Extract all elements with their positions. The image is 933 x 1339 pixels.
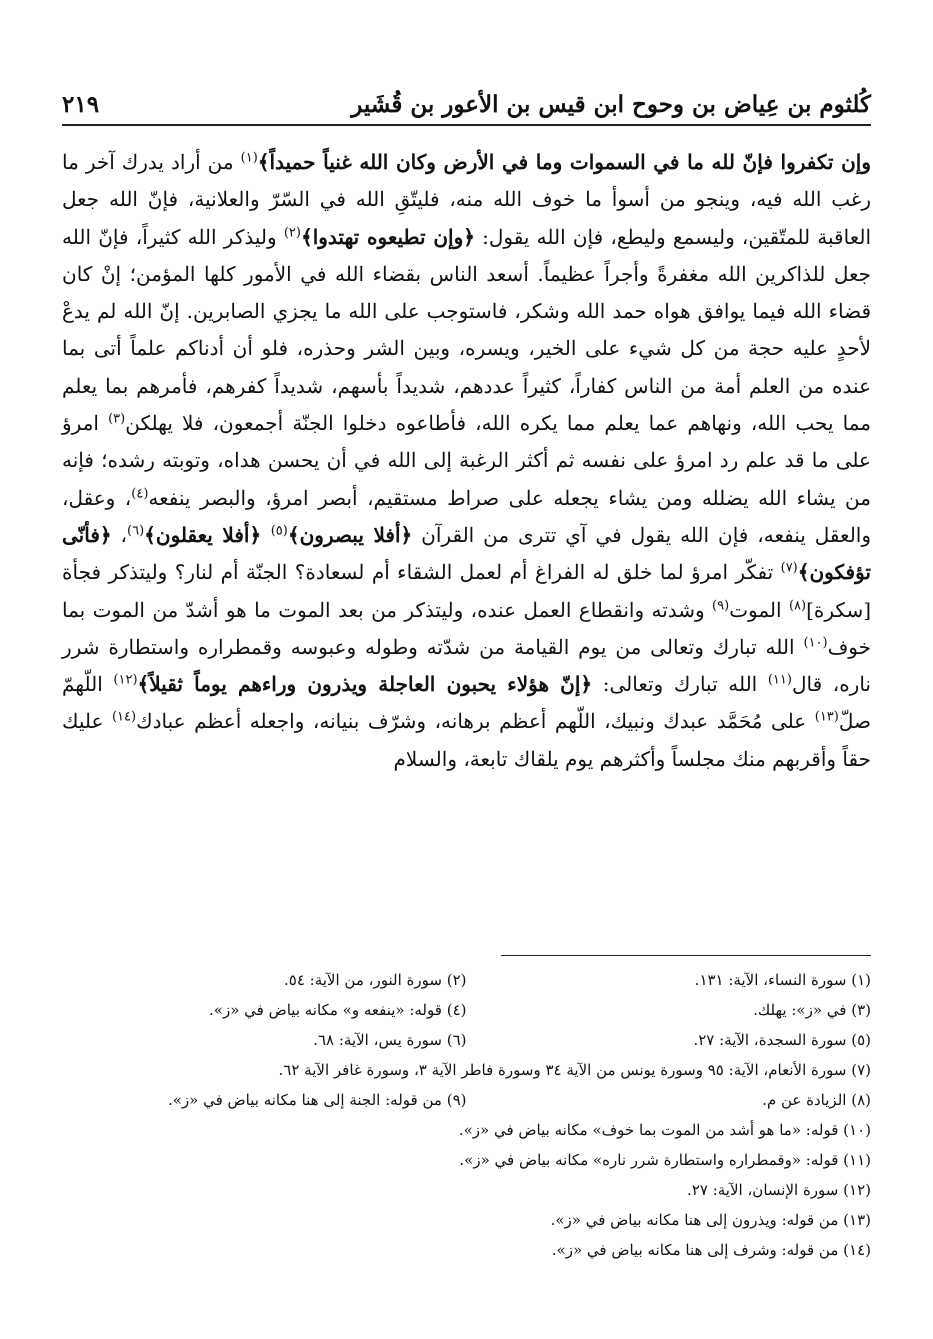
footnote-row: [62, 1085, 871, 1115]
text-segment: امرؤ على ما قد علم رد امرؤ على نفسه ثم أكثر الرغبة إلى الله في أن يحسن هداه، وتوبته رشده؛ فإنه من يشاء الله يضلله ومن يشاء يجعله على صراط مستقيم، أبصر امرؤ، والبصر ينفعه: [62, 411, 871, 510]
footnote-reference: (٦): [127, 523, 145, 539]
footnote-divider: [501, 955, 871, 956]
quran-verse: ﴿أفلا يعقلون﴾: [144, 522, 271, 547]
main-paragraph: [62, 144, 871, 778]
text-segment: الموت: [729, 597, 789, 622]
footnote: [467, 1085, 872, 1115]
footnote-number: (١٠): [843, 1121, 871, 1139]
footnote-text: قوله: «ما هو أشد من الموت بما خوف» مكانه بياض في «ز».: [458, 1121, 839, 1139]
quran-verse: ﴿وإن تطيعوه تهتدوا﴾: [300, 224, 475, 249]
footnote: [62, 965, 467, 995]
footnote-text: سورة النساء، الآية: ١٣١.: [694, 971, 847, 989]
footnote-reference: (١٤): [111, 709, 137, 725]
footnote-number: (١٢): [843, 1181, 871, 1199]
footnote-text: قوله: «وقمطراره واستطارة شرر ناره» مكانه بياض في «ز».: [459, 1151, 839, 1169]
footnote: [467, 965, 872, 995]
footnote: [467, 995, 872, 1025]
footnote-number: (١): [851, 971, 871, 989]
footnote-row: [62, 1235, 871, 1265]
running-title: كُلثوم بن عِياض بن وحوح ابن قيس بن الأعور بن قُشَير: [351, 91, 871, 118]
footnote-reference: (٩): [712, 597, 730, 613]
footnote-number: (٧): [851, 1061, 871, 1079]
footnote-row: [62, 1055, 871, 1085]
footnote-number: (١٣): [843, 1211, 871, 1229]
footnote-reference: (١٠): [803, 635, 828, 651]
footnote-text: سورة السجدة، الآية: ٢٧.: [693, 1031, 847, 1049]
page-header: [62, 82, 871, 126]
footnote: [62, 1235, 871, 1265]
quran-verse: وإن تكفروا فإنّ لله ما في السموات وما في الأرض وكان الله غنياً حميداً﴾: [257, 150, 872, 174]
footnote-reference: (١٣): [814, 709, 839, 725]
text-segment: عليك حقاً وأقربهم منك مجلساً وأكثرهم يوم يلقاك تابعة، والسلام: [62, 709, 871, 771]
footnote: [62, 1205, 871, 1235]
footnote: [62, 1025, 467, 1055]
text-segment: الله تبارك وتعالى:: [592, 672, 768, 697]
footnote-number: (٣): [851, 1001, 871, 1019]
footnote: [62, 1115, 871, 1145]
footnote-text: سورة النور، من الآية: ٥٤.: [283, 971, 442, 989]
text-segment: ،: [111, 522, 128, 547]
footnote-text: الزيادة عن م.: [762, 1091, 847, 1109]
footnote-text: سورة الإنسان، الآية: ٢٧.: [687, 1181, 839, 1199]
footnote-text: قوله: «ينفعه و» مكانه بياض في «ز».: [209, 1001, 442, 1019]
text-segment: وشدته وانقطاع العمل عنده، وليتذكر من بعد الموت ما هو أشدّ من الموت بما خوف: [62, 597, 871, 659]
footnote-number: (٨): [851, 1091, 871, 1109]
footnote: [467, 1025, 872, 1055]
footnote-reference: (٥): [270, 523, 288, 539]
footnote-row: [62, 1175, 871, 1205]
footnote-number: (٩): [446, 1091, 467, 1109]
footnote-reference: (٨): [788, 597, 807, 613]
footnote-number: (٢): [446, 971, 467, 989]
footnote-number: (٦): [446, 1031, 467, 1049]
footnote-row: [62, 1145, 871, 1175]
footnote-reference: (١٢): [113, 672, 138, 688]
footnote-text: من قوله: ويذرون إلى هنا مكانه بياض في «ز».: [550, 1211, 839, 1229]
quran-verse: ﴿إنّ هؤلاء يحبون العاجلة ويذرون وراءهم يوماً ثقيلاً﴾: [137, 672, 593, 697]
text-segment: على مُحَمَّد عبدك ونبيك، اللّهم أعظم برهانه، وشرّف بنيانه، واجعله أعظم عبادك: [136, 709, 815, 734]
page-number: ٢١٩: [62, 91, 100, 118]
footnote-reference: (٢): [283, 224, 301, 240]
footnote-text: سورة الأنعام، الآية: ٩٥ وسورة يونس من الآية ٣٤ وسورة فاطر الآية ٣، وسورة غافر الآية ٦٢.: [278, 1061, 847, 1079]
footnote-reference: (١١): [767, 672, 792, 688]
footnote-text: سورة يس، الآية: ٦٨.: [313, 1031, 442, 1049]
footnote-number: (٤): [446, 1001, 467, 1019]
footnote: [62, 1175, 871, 1205]
text-segment: وليذكر الله كثيراً، فإنّ الله جعل للذاكرين الله مغفرةً وأجراً عظيماً. أسعد الناس بقضاء الله في الأمور كلها المؤمن؛ إنْ كان قضاء الله فيما يوافق هواه حمد الله وشكر، فاستوجب على الله ما يجزي الصابرين. إنّ الله لم يدعْ لأحدٍ عليه حجة من كل شيء على الخير، ويسره، وبين الشر وحذره، فلو أن أدناكم علماً أتى بما عنده من العلم أمة من الناس كفاراً، كثيراً عددهم، شديداً بأسهم، شديداً كفرهم، فأمرهم بما يعلم مما يحب الله، ونهاهم عما يعلم مما يكره الله، فأطاعوه دخلوا الجنّة أجمعون، فلا يهلكن: [62, 224, 871, 436]
text-segment: تفكّر امرؤ لما خلق له الفراغ أم لعمل الشقاء أم لسعادة؟ الجنّة أم لنار؟ وليتذكر فجأة [سكرة]: [62, 560, 871, 622]
text-segment: اللّهمّ صلّ: [62, 672, 871, 734]
footnote: [62, 1055, 871, 1085]
footnote-row: [62, 1205, 871, 1235]
footnotes: [62, 965, 871, 1265]
footnote-number: (١٤): [843, 1241, 871, 1259]
footnote: [62, 995, 467, 1025]
footnote-reference: (١): [240, 150, 258, 166]
footnote-row: [62, 1025, 871, 1055]
footnote: [62, 1085, 467, 1115]
footnote-reference: (٧): [780, 560, 798, 576]
footnote-number: (٥): [851, 1031, 871, 1049]
text-segment: من أراد يدرك آخر ما رغب الله فيه، وينجو من أسوأ ما خوف الله منه، فليتّقِ الله في السّرّ والعلانية، فإنّ الله جعل العاقبة للمتّقين، وليسمع وليطع، فإن الله يقول:: [62, 150, 871, 249]
footnote-text: في «ز»: يهلك.: [753, 1001, 847, 1019]
text-segment: ، وعقل، والعقل ينفعه، فإن الله يقول في آي تترى من القرآن: [62, 485, 872, 547]
footnote-row: [62, 1115, 871, 1145]
quran-verse: ﴿أفلا يبصرون﴾: [287, 522, 413, 547]
footnote-number: (١١): [843, 1151, 871, 1169]
footnote-row: [62, 995, 871, 1025]
quran-verse: ﴿فأنّى تؤفكون﴾: [62, 522, 871, 585]
footnote: [62, 1145, 871, 1175]
main-text: [62, 144, 871, 778]
footnote-row: [62, 965, 871, 995]
footnote-text: من قوله: وشرف إلى هنا مكانه بياض في «ز».: [551, 1241, 839, 1259]
text-segment: الله تبارك وتعالى من يوم القيامة من شدّته وطوله وعبوسه وقمطراره واستطارة شرر ناره، قال: [62, 634, 872, 697]
footnote-text: من قوله: الجنة إلى هنا مكانه بياض في «ز».: [167, 1091, 442, 1109]
footnote-reference: (٤): [131, 486, 149, 502]
footnote-reference: (٣): [108, 411, 126, 427]
